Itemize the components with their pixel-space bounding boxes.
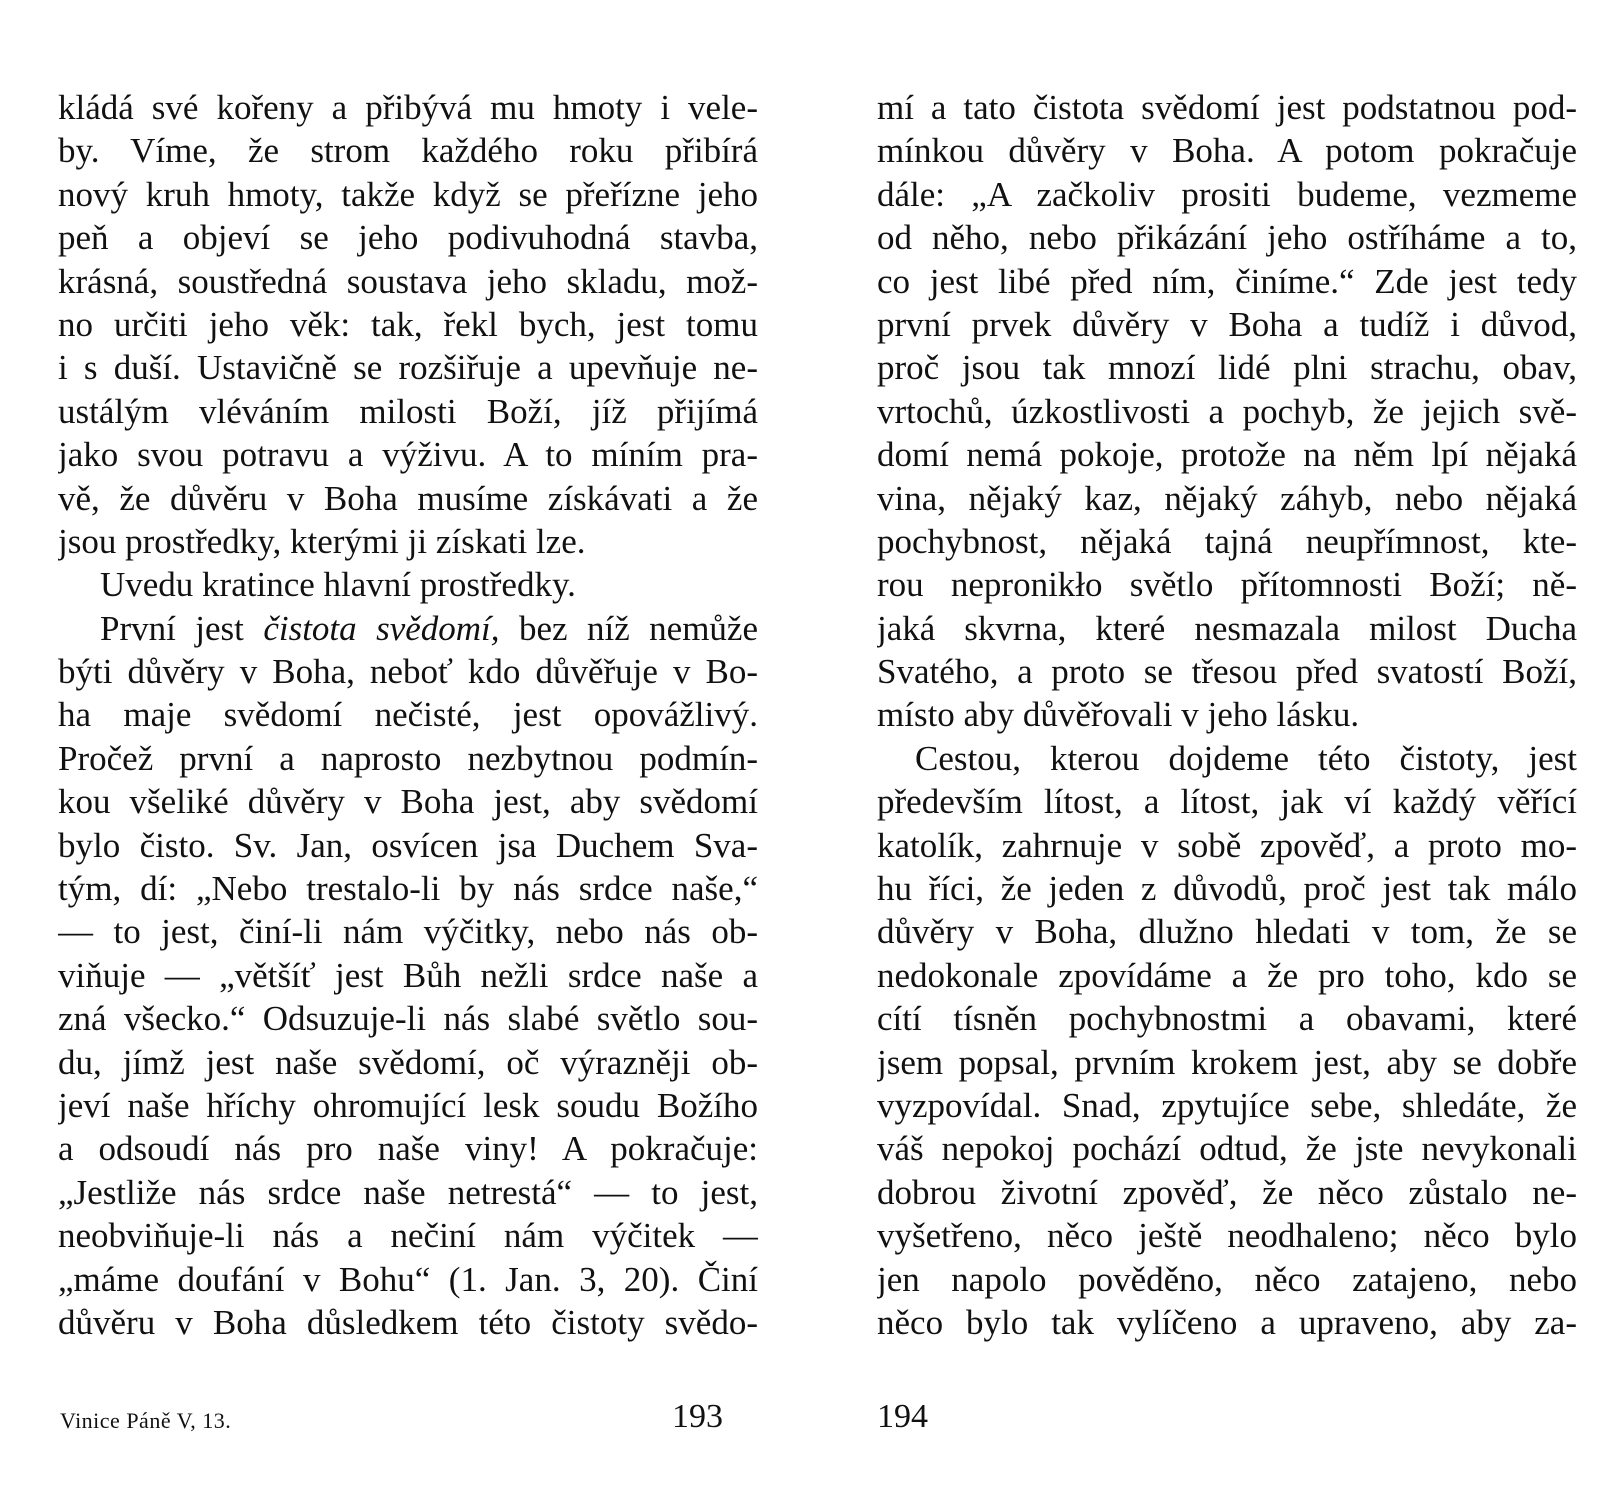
text-line: místo aby důvěřovali v jeho lásku. [877, 695, 1360, 735]
text-line: býti důvěry v Boha, neboť kdo důvěřuje v Bo- [58, 652, 758, 692]
text-line: od něho, nebo přikázání jeho ostříháme a to, [877, 218, 1577, 258]
text-line: hu říci, že jeden z důvodů, proč jest tak málo [877, 869, 1577, 909]
text-line: ustálým vléváním milosti Boží, jíž přijímá [58, 391, 758, 431]
text-line: a odsoudí nás pro naše viny! A pokračuje: [58, 1129, 758, 1169]
text-line: důvěry v Boha, dlužno hledati v tom, že se [877, 912, 1577, 952]
paragraph-first-line [58, 607, 758, 650]
paragraph-first-line: Cestou, kterou dojdeme této čistoty, jest [915, 738, 1577, 778]
text-line: tým, dí: „Nebo trestalo-li by nás srdce naše,“ [58, 869, 758, 909]
text-line: proč jsou tak mnozí lidé plni strachu, obav, [877, 348, 1577, 388]
text-line: váš nepokoj pochází odtud, že jste nevykonali [877, 1129, 1577, 1169]
text-line: no určiti jeho věk: tak, řekl bych, jest tomu [58, 304, 758, 344]
text-line: vrtochů, úzkostlivosti a pochyb, že jejich svě- [877, 391, 1577, 431]
text-line: kou všeliké důvěry v Boha jest, aby svědomí [58, 782, 758, 822]
text-line: především lítost, a lítost, jak ví každý věřící [877, 782, 1577, 822]
text-line: katolík, zahrnuje v sobě zpověď, a proto mo- [877, 825, 1577, 865]
text-line: i s duší. Ustavičně se rozšiřuje a upevňuje ne- [58, 348, 758, 388]
text-run: bez níž nemůže [499, 608, 758, 648]
printer-signature: Vinice Páně V, 13. [60, 1408, 232, 1433]
text-line: neobviňuje-li nás a nečiní nám výčitek — [58, 1216, 758, 1256]
text-line: „máme doufání v Bohu“ (1. Jan. 3, 20). Činí [58, 1259, 758, 1299]
text-line: viňuje — „většíť jest Bůh nežli srdce naše a [58, 955, 758, 995]
text-line: nový kruh hmoty, takže když se přeřízne jeho [58, 174, 758, 214]
text-line: krásná, soustředná soustava jeho skladu, mož- [58, 261, 758, 301]
text-line: jaká skvrna, které nesmazala milost Ducha [877, 608, 1577, 648]
text-line: cítí tísněn pochybnostmi a obavami, které [877, 999, 1577, 1039]
text-line: jsem popsal, prvním krokem jest, aby se dobře [877, 1042, 1577, 1082]
text-line: něco bylo tak vylíčeno a upraveno, aby za- [877, 1302, 1577, 1342]
text-line: dobrou životní zpověď, že něco zůstalo ne- [877, 1172, 1577, 1212]
text-run: První jest [100, 608, 264, 648]
text-line: „Jestliže nás srdce naše netrestá“ — to jest, [58, 1172, 758, 1212]
page-number-right: 194 [877, 1398, 928, 1435]
text-line: vě, že důvěru v Boha musíme získávati a že [58, 478, 758, 518]
text-line: dále: „A začkoliv prositi budeme, vezmeme [877, 174, 1577, 214]
text-line: první prvek důvěry v Boha a tudíž i důvod, [877, 304, 1577, 344]
text-line: vyšetřeno, něco ještě neodhaleno; něco bylo [877, 1216, 1577, 1256]
text-line: jeví naše hříchy ohromující lesk soudu Božího [58, 1085, 758, 1125]
text-line: Pročež první a naprosto nezbytnou podmín- [58, 738, 758, 778]
text-line: jako svou potravu a výživu. A to míním pra- [58, 435, 758, 475]
left-page [58, 86, 758, 1344]
text-line: zná všecko.“ Odsuzuje-li nás slabé světlo sou- [58, 999, 758, 1039]
text-line: bylo čisto. Sv. Jan, osvícen jsa Duchem Sva- [58, 825, 758, 865]
emphasis-text: čistota svědomí, [263, 608, 500, 648]
text-line: nedokonale zpovídáme a že pro toho, kdo se [877, 955, 1577, 995]
text-line: co jest libé před ním, činíme.“ Zde jest tedy [877, 261, 1577, 301]
text-line: vyzpovídal. Snad, zpytujíce sebe, shledáte, že [877, 1085, 1577, 1125]
text-line: kládá své kořeny a přibývá mu hmoty i vele- [58, 88, 758, 127]
page-number-left: 193 [672, 1398, 723, 1435]
text-line: by. Víme, že strom každého roku přibírá [58, 131, 758, 171]
right-page [877, 86, 1577, 1344]
text-line: důvěru v Boha důsledkem této čistoty svědo- [58, 1302, 758, 1342]
text-line: jsou prostředky, kterými ji získati lze. [58, 521, 586, 561]
text-line: Uvedu kratince hlavní prostředky. [100, 565, 576, 605]
text-line: peň a objeví se jeho podivuhodná stavba, [58, 218, 758, 258]
text-line: pochybnost, nějaká tajná neupřímnost, kte- [877, 521, 1577, 561]
text-line: rou nepronikło světlo přítomnosti Boží; ně- [877, 565, 1577, 605]
text-line: Svatého, a proto se třesou před svatostí Boží, [877, 652, 1577, 692]
text-line: ha maje svědomí nečisté, jest opovážlivý. [58, 695, 758, 735]
text-line: du, jímž jest naše svědomí, oč výrazněji ob- [58, 1042, 758, 1082]
text-line: — to jest, činí-li nám výčitky, nebo nás ob- [58, 912, 758, 952]
text-line: jen napolo pověděno, něco zatajeno, nebo [877, 1259, 1577, 1299]
text-line: vina, nějaký kaz, nějaký záhyb, nebo nějaká [877, 478, 1577, 518]
text-line: domí nemá pokoje, protože na něm lpí nějaká [877, 435, 1577, 475]
text-line: mínkou důvěry v Boha. A potom pokračuje [877, 131, 1577, 171]
text-line: mí a tato čistota svědomí jest podstatnou pod- [877, 88, 1577, 127]
